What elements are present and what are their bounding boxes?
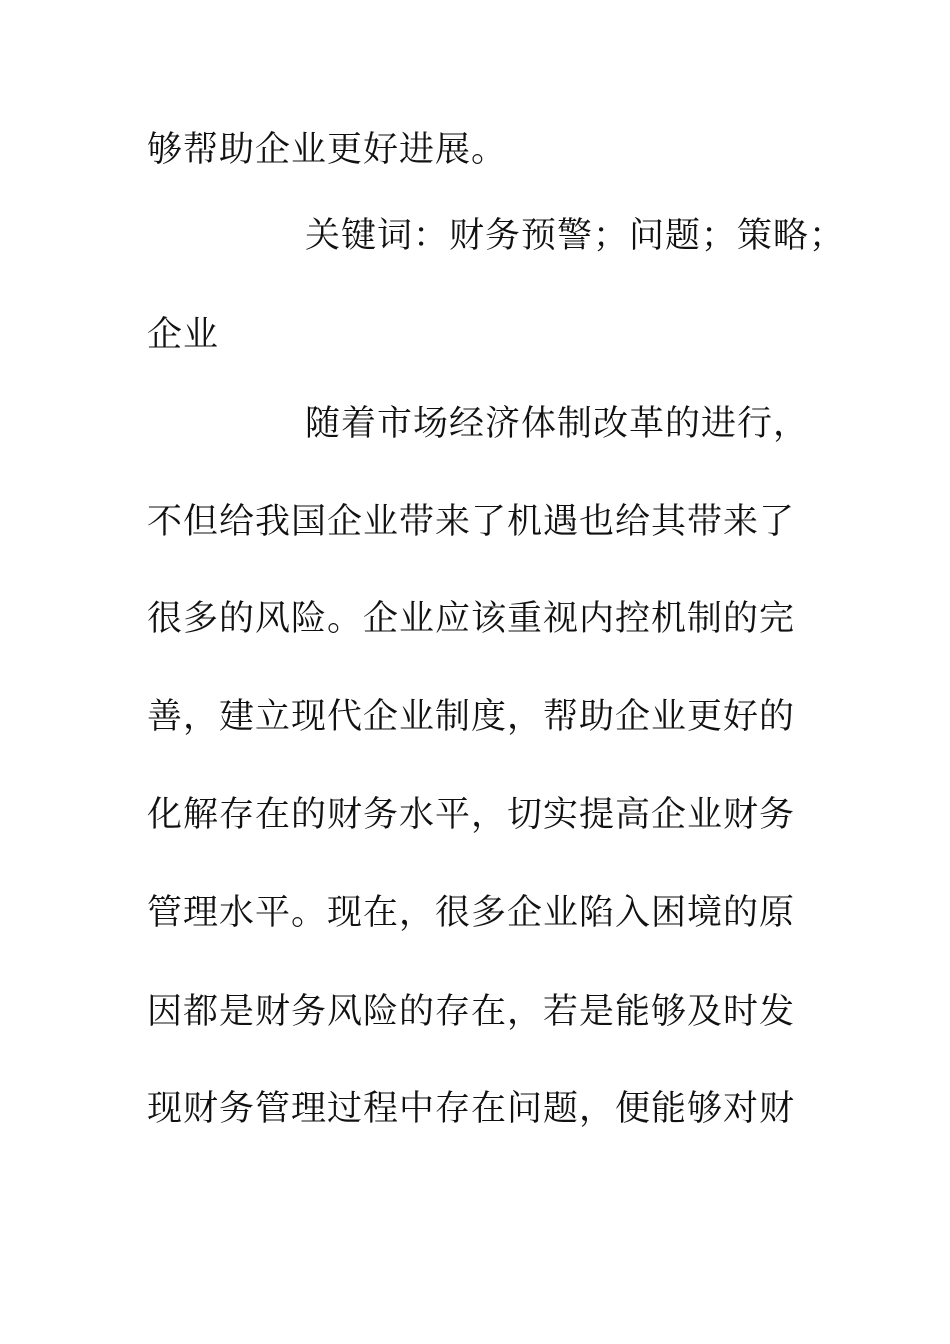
paragraph-line: 善，建立现代企业制度，帮助企业更好的: [147, 697, 796, 737]
text-line-1: 够帮助企业更好进展。: [147, 130, 508, 170]
paragraph-line: 很多的风险。企业应该重视内控机制的完: [147, 599, 796, 639]
paragraph-first-line: 随着市场经济体制改革的进行，: [305, 404, 810, 444]
keywords-line: 关键词：财务预警；问题；策略；: [305, 216, 846, 256]
paragraph-line: 不但给我国企业带来了机遇也给其带来了: [147, 502, 796, 542]
paragraph-line: 管理水平。现在，很多企业陷入困境的原: [147, 893, 796, 933]
keywords-continuation: 企业: [147, 315, 220, 355]
paragraph-line: 现财务管理过程中存在问题，便能够对财: [147, 1089, 796, 1129]
paragraph-line: 因都是财务风险的存在，若是能够及时发: [147, 992, 796, 1032]
paragraph-line: 化解存在的财务水平，切实提高企业财务: [147, 795, 796, 835]
